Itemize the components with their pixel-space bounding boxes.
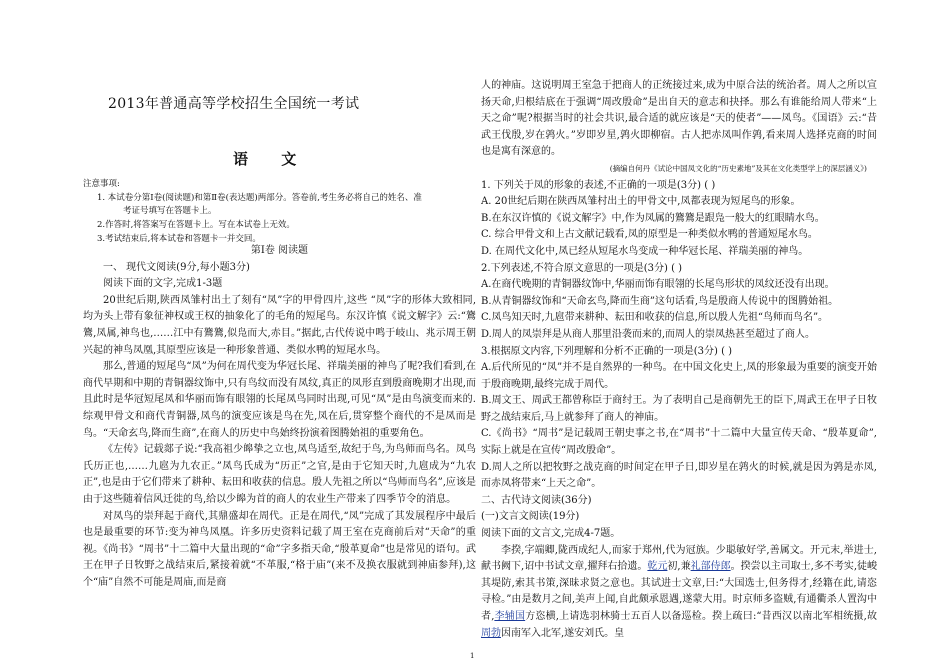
right-column <box>481 0 877 671</box>
option: B.在东汉许慎的《说文解字》中,作为凤属的鷟鷟是跟凫一般大的红眼睛水鸟。 <box>481 212 825 224</box>
option: C. 综合甲骨文和上古文献记载看,凤的原型是一种类似水鸭的普通短尾水鸟。 <box>481 229 818 241</box>
passage-text: 。揆尝以主司取士,多不考实,徒峻其堤防,索其书策,深昧求贤之意也。其试进士文章,曰:“大国选士,但务得才,经籍在此,请恣寻检。”由是数月之间,美声上闻,自此颇承恩遇,遂蒙大用。时京师多盗贼,有通衢杀人置沟中者, <box>481 561 877 622</box>
option: D. 在周代文化中,凤已经从短尾水鸟变成一种华冠长尾、祥瑞美丽的神鸟。 <box>481 245 809 257</box>
option: B.周文王、周武王都曾称臣于商纣王。为了表明自己是商朝先王的臣下,周武王在甲子日牧野之战结束后,马上就参拜了商人的神庙。 <box>481 395 877 423</box>
question-2: 2.下列表述,不符合原文意思的一项是(3分) ( ) <box>481 262 683 274</box>
option: D.周人之所以把牧野之战克商的时间定在甲子日,即岁星在鹑火的时候,就是因为鹑是赤凤,而赤凤将带来“上天之命”。 <box>481 461 877 490</box>
passage-text: 李揆,字端卿,陇西成纪人,而家于郑州,代为冠族。少聪敏好学,善属文。开元末,举进士,献书阙下,诏中书试文章,擢拜右拾遗。 <box>481 544 877 573</box>
option: A. 20世纪后期在陕西凤雏村出土的甲骨文中,凤都表现为短尾鸟的形象。 <box>481 196 801 208</box>
page-number: 1 <box>470 652 475 660</box>
note-1: 1. 本试卷分第Ⅰ卷(阅读题)和第Ⅱ卷(表达题)两部分。答卷前,考生务必将自己的姓名、准 <box>97 192 422 203</box>
classical-passage <box>481 543 877 643</box>
left-body <box>83 243 476 591</box>
passage-text: 方恣横,上请选羽林骑士五百人以备巡检。揆上疏曰:“昔西汉以南北军相统摄,故 <box>525 611 877 622</box>
notes-heading: 注意事项: <box>83 179 120 189</box>
passage-paragraph: 《左传》记载郯子说:“我高祖少皞挚之立也,凤鸟适至,故纪于鸟,为鸟师而鸟名。凤鸟氏历正也,……九扈为九农正。”凤鸟氏成为“历正”之官,是由于它知天时,九扈成为“九农正”,也是由于它们带来了耕种、耘田和收获的信息。殷人先祖之所以“鸟师而鸟名”,应该是由于这些随着信风迁徙的鸟,给以少皞为首的商人的农业生产带来了四季节令的消息。 <box>83 444 476 505</box>
note-1-cont: 考证号填写在答题卡上。 <box>123 206 217 217</box>
option: A.后代所见的“凤”并不是自然界的一种鸟。在中国文化史上,凤的形象最为重要的演变开始于殷商晚期,最终完成于周代。 <box>481 362 877 390</box>
right-body <box>481 78 877 642</box>
passage-paragraph: 20世纪后期,陕西凤雏村出土了刻有“凤”字的甲骨四片,这些 “凤”字的形体大致相同,均为头上带有象征神权或王权的抽象化了的毛角的短尾鸟。东汉许慎《说文解字》云:“鷟鷟,凤属,神鸟也,……江中有鷟鷟,似凫而大,赤目。”据此,古代传说中鸣于岐山、兆示周王朝兴起的神鸟凤凰,其原型应该是一种形象普通、类似水鸭的短尾水鸟。 <box>83 294 476 356</box>
question-3: 3.根据原文内容,下列理解和分析不正确的一项是(3分) ( ) <box>481 345 733 357</box>
subsection-heading: (一)文言文阅读(19分) <box>481 511 580 523</box>
passage-paragraph: 对凤鸟的崇拜起于商代,其鼎盛却在周代。正是在周代,“凤”完成了其发展程序中最后也是最重要的环节:变为神鸟凤凰。许多历史资料记载了周王室在克商前后对“天命”的重视。《尚书》“周书”十二篇中大量出现的“命”字多指天命,“殷革夏命”也是常见的语句。武王在甲子日牧野之战结束后,紧接着就“不革服,“格于庙”(来不及换衣服就到神庙参拜),这个“庙”自然不可能是周庙,而是商 <box>83 510 476 588</box>
link-zhou-bo[interactable]: 周勃 <box>481 627 501 639</box>
passage-text: 因南军入北军,遂安刘氏。皇 <box>501 627 625 639</box>
option: C.凤鸟知天时,九扈带来耕种、耘田和收获的信息,所以殷人先祖“鸟师而鸟名”。 <box>481 312 829 324</box>
left-column <box>83 0 476 671</box>
note-3: 3.考试结束后,将本试卷和答题卡一并交回。 <box>97 233 261 244</box>
note-2: 2.作答时,将答案写在答题卡上。写在本试卷上无效。 <box>97 220 295 231</box>
option: D.周人的凤崇拜是从商人那里沿袭而来的,而周人的崇凤热甚至超过了商人。 <box>481 328 816 340</box>
option: A.在商代晚期的青铜器纹饰中,华丽而饰有眼翎的长尾鸟形状的凤纹还没有出现。 <box>481 279 835 291</box>
exam-notes <box>83 178 476 247</box>
passage-paragraph: 那么,普通的短尾鸟“凤”为何在周代变为华冠长尾、祥瑞美丽的神鸟了呢?我们看到,在商代早期和中期的青铜器纹饰中,只有鸟纹而没有凤纹,真正的凤形直到殷商晚期才出现,而且此时是华冠短尾凤和华丽而饰有眼翎的长尾凤鸟同时出现,可见“凤”是由鸟演变而来的.综观甲骨文和商代青铜器,凤鸟的演变应该是鸟在先,凤在后,贯穿整个商代的不是凤而是鸟。“天命玄鸟,降而生商”,在商人的历史中鸟始终扮演着图腾始祖的重要角色。 <box>83 361 476 439</box>
link-qianyuan[interactable]: 乾元 <box>647 561 668 573</box>
exam-title: 2013年普通高等学校招生全国统一考试 <box>108 96 360 112</box>
part-heading: 第Ⅰ卷 阅读题 <box>250 245 309 256</box>
link-li-fuguo[interactable]: 李辅国 <box>494 611 526 622</box>
option: C.《尚书》“周书”是记载周王朝史事之书,在“周书”十二篇中大量宣传天命、“殷革夏命”,实际上就是在宣传“周改殷命”。 <box>481 428 877 457</box>
section-heading: 二、古代诗文阅读(36分) <box>481 494 592 506</box>
passage-paragraph: 人的神庙。这说明周王室急于把商人的正统接过来,成为中原合法的统治者。周人之所以宣扬天命,归根结底在于强调“周改殷命”是出自天的意志和抉择。那么有谁能给周人带来“上天之命”呢?根据当时的社会共识,最合适的就应该是“天的使者”——凤鸟。《国语》云:“昔武王伐殷,岁在鹑火。”岁即岁星,鹑火即柳宿。古人把赤凤叫作鹑,看来周人选择克商的时间也是寓有深意的。 <box>481 80 877 158</box>
option: B.从青铜器纹饰和“天命玄鸟,降而生商”这句话看,鸟是殷商人传说中的图腾始祖。 <box>481 295 839 307</box>
instruction: 阅读下面的文字,完成1-3题 <box>103 278 223 290</box>
question-1: 1. 下列关于凤的形象的表述,不正确的一项是(3分) ( ) <box>481 179 716 191</box>
passage-text: 初,兼 <box>667 561 691 573</box>
source-citation: (摘编自何丹《试论中国凤文化的“历史素地”及其在文化类型学上的深层涵义》) <box>609 163 867 173</box>
section-heading: 一、 现代文阅读(9分,每小题3分) <box>103 261 250 273</box>
link-libu-shilang[interactable]: 礼部侍郎 <box>690 561 731 573</box>
subject-title: 语 文 <box>233 150 311 168</box>
instruction: 阅读下面的文言文,完成4-7题。 <box>481 528 621 540</box>
